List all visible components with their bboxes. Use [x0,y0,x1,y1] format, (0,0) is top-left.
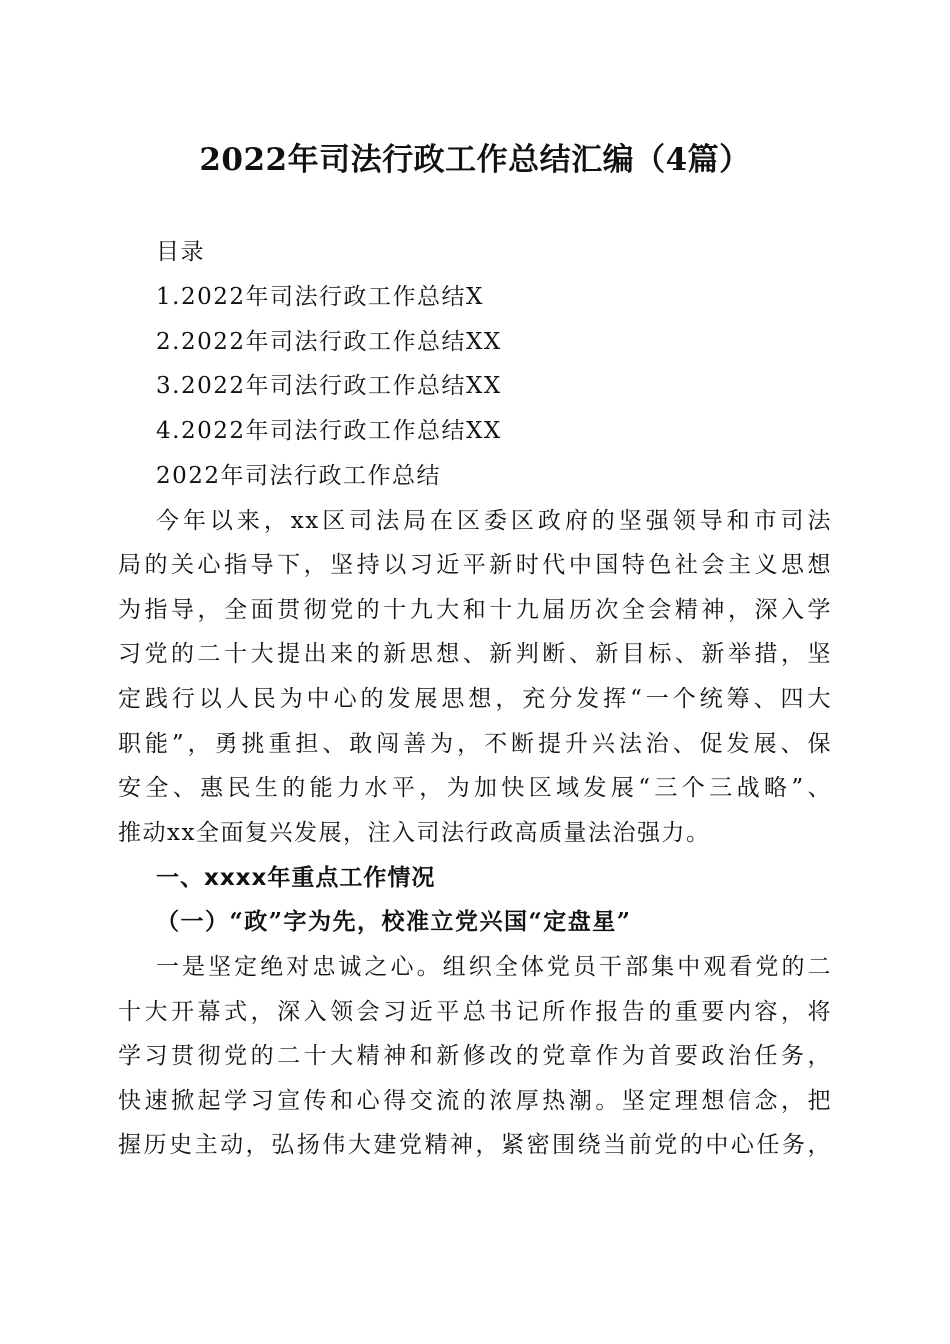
paragraph-line: 习党的二十大提出来的新思想、新判断、新目标、新举措，坚 [118,641,832,667]
paragraph-line: 十大开幕式，深入领会习近平总书记所作报告的重要内容，将 [118,999,832,1025]
paragraph-line: 定践行以人民为中心的发展思想，充分发挥“一个统筹、四大 [118,686,832,712]
paragraph-line: 职能”，勇挑重担、敢闯善为，不断提升兴法治、促发展、保 [118,731,832,757]
document-title: 2022年司法行政工作总结汇编（4篇） [199,142,751,178]
toc-item: 4.2022年司法行政工作总结XX [156,418,502,444]
paragraph-line: 局的关心指导下，坚持以习近平新时代中国特色社会主义思想 [118,552,832,578]
paragraph-line: 握历史主动，弘扬伟大建党精神，紧密围绕当前党的中心任务， [118,1132,832,1158]
toc-item: 3.2022年司法行政工作总结XX [156,373,502,399]
paragraph-line: 安全、惠民生的能力水平，为加快区域发展“三个三战略”、 [118,775,832,801]
paragraph-line: 快速掀起学习宣传和心得交流的浓厚热潮。坚定理想信念，把 [118,1088,832,1114]
paragraph-line: 为指导，全面贯彻党的十九大和十九届历次全会精神，深入学 [118,597,832,623]
paragraph-line: 推动xx全面复兴发展，注入司法行政高质量法治强力。 [118,820,711,846]
toc-item: 2.2022年司法行政工作总结XX [156,329,502,355]
toc-item: 1.2022年司法行政工作总结X [156,284,484,310]
paragraph-line: 一是坚定绝对忠诚之心。组织全体党员干部集中观看党的二 [156,954,832,980]
heading-level-1: 一、xxxx年重点工作情况 [156,865,436,891]
section-title: 2022年司法行政工作总结 [156,463,442,489]
heading-level-2: （一）“政”字为先，校准立党兴国“定盘星” [156,908,632,935]
paragraph-line: 学习贯彻党的二十大精神和新修改的党章作为首要政治任务， [118,1043,832,1069]
paragraph-line: 今年以来，xx区司法局在区委区政府的坚强领导和市司法 [156,508,832,534]
toc-heading: 目录 [156,239,205,265]
